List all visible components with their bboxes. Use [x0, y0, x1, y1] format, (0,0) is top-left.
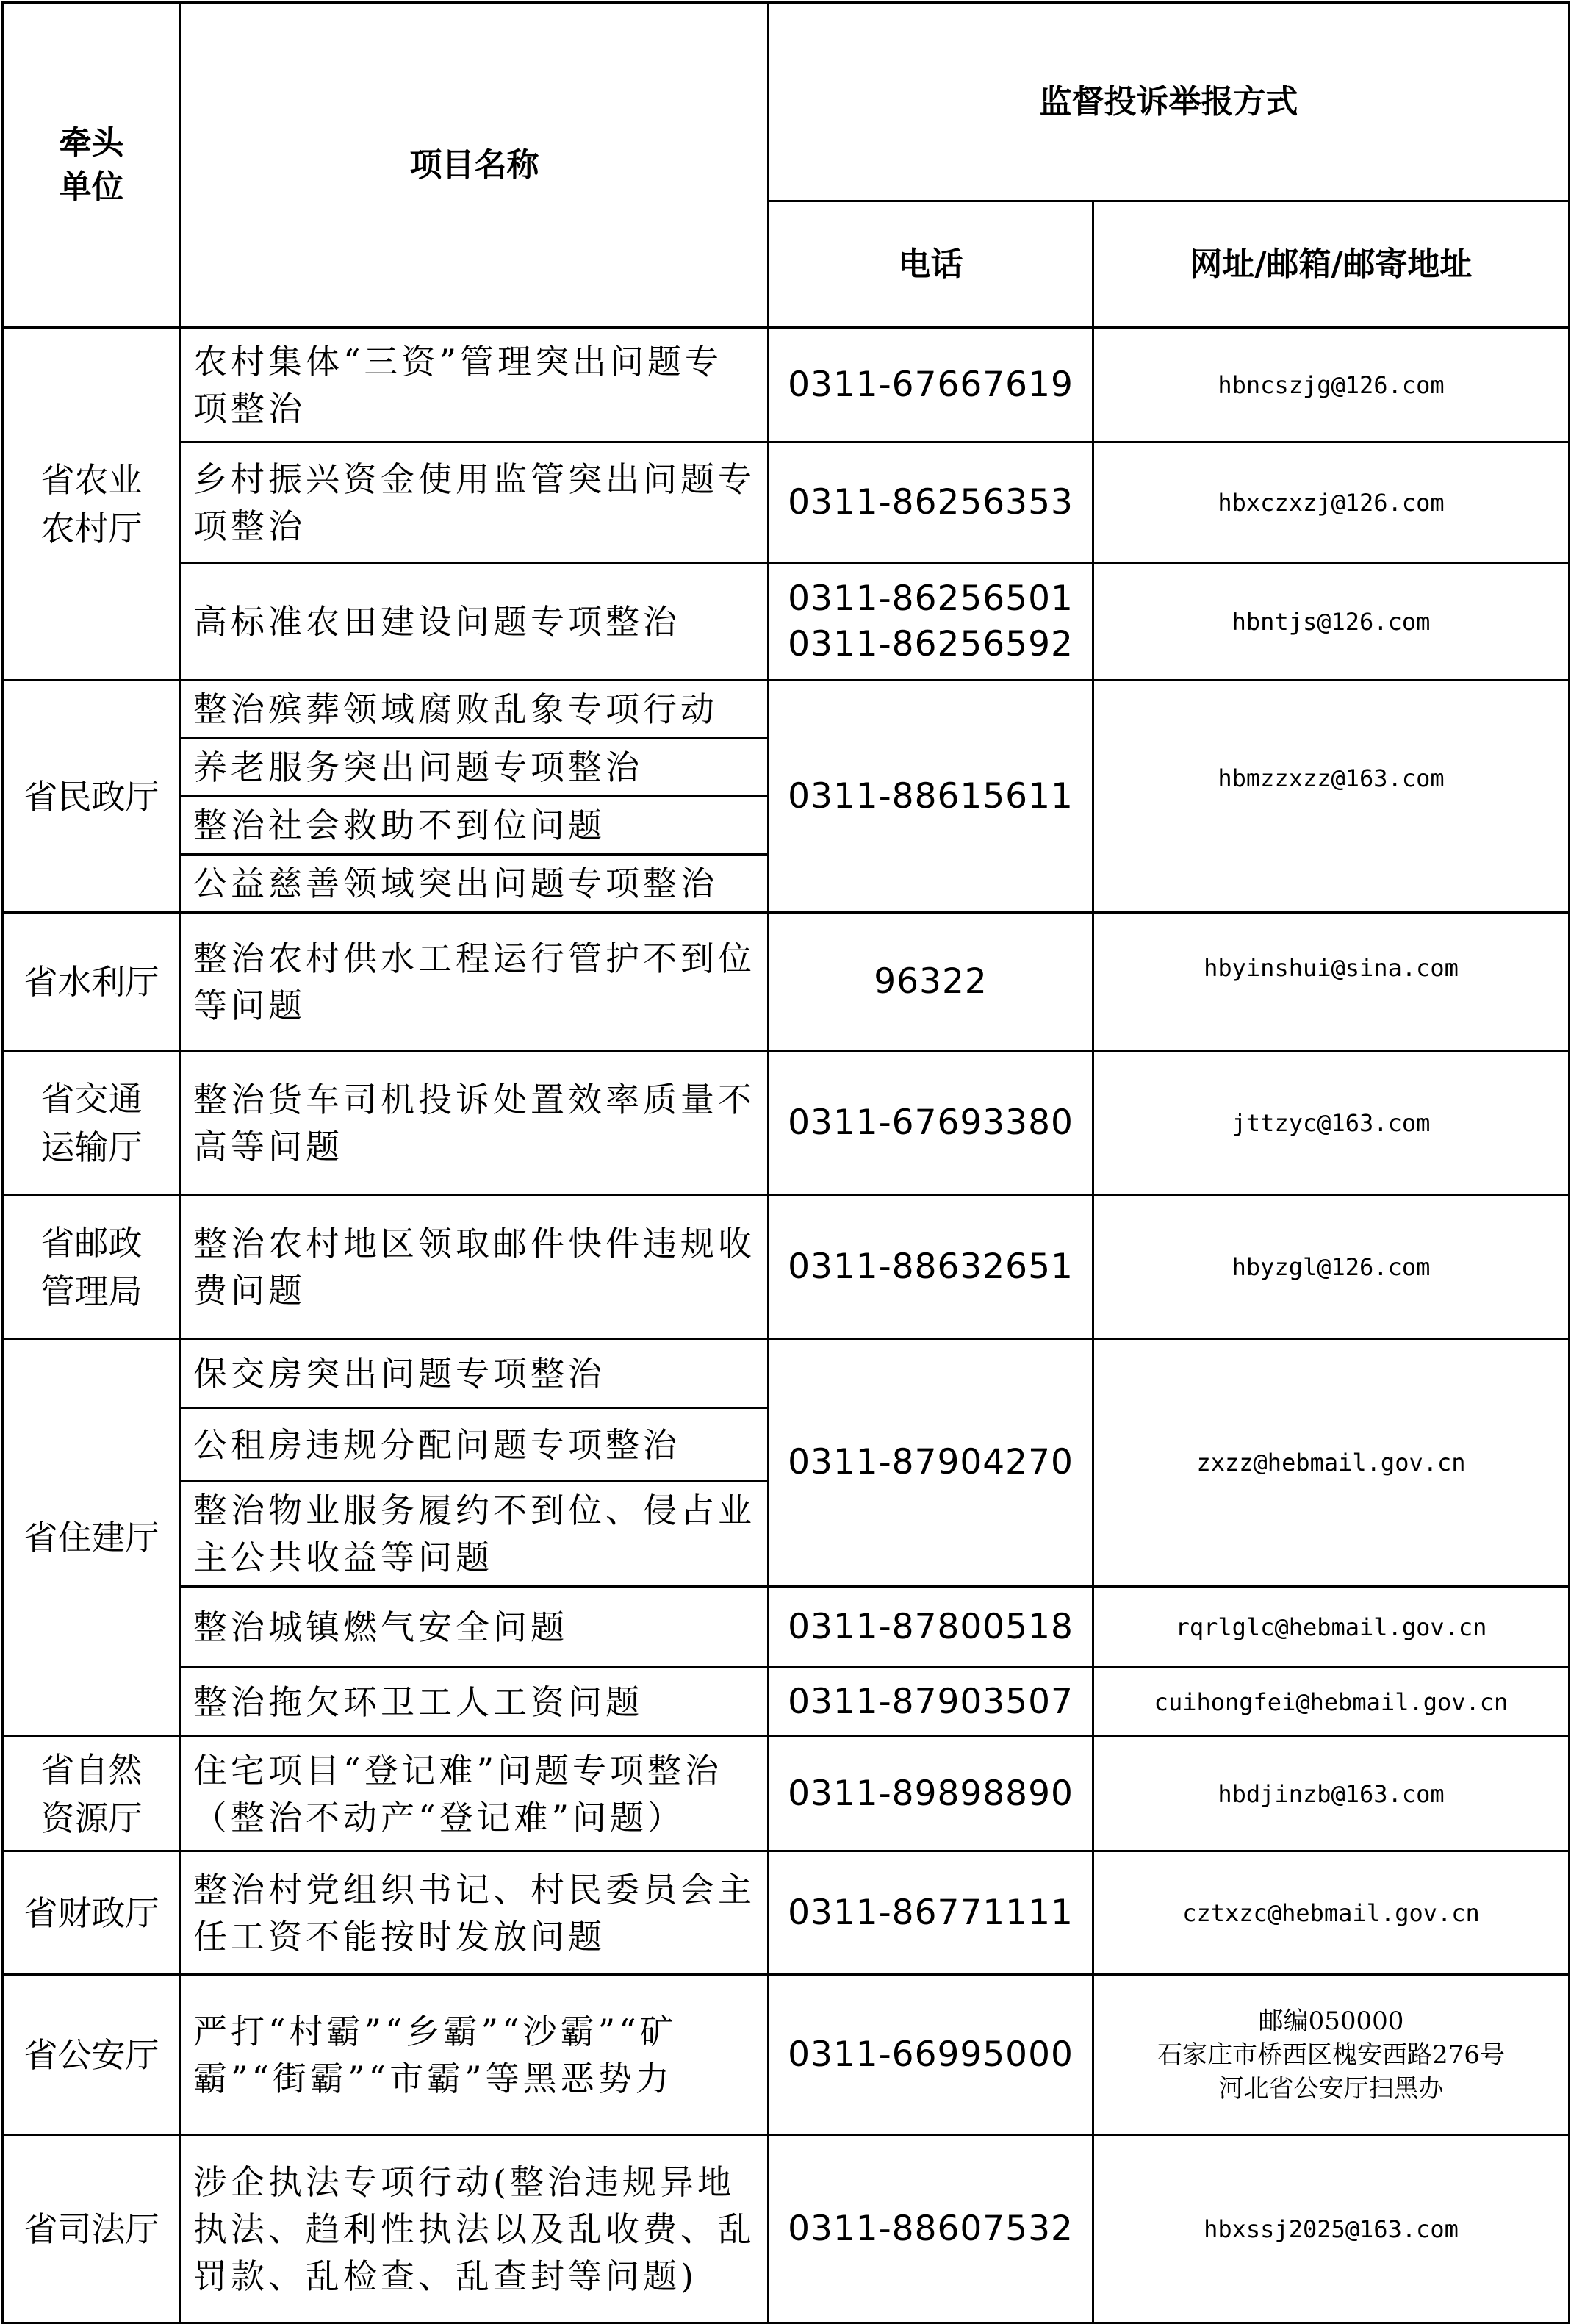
project-cell: 整治农村地区领取邮件快件违规收费问题 [181, 1195, 769, 1339]
recipient-office: 河北省公安厅扫黑办 [1218, 2073, 1444, 2104]
project-cell: 涉企执法专项行动(整治违规异地执法、趋利性执法以及乱收费、乱罚款、乱检查、乱查封等问题) [181, 2135, 769, 2323]
email-cell: hbntjs@126.com [1093, 563, 1570, 681]
project-cell: 整治物业服务履约不到位、侵占业主公共收益等问题 [181, 1482, 769, 1587]
project-cell: 保交房突出问题专项整治 [181, 1339, 769, 1408]
table-row [3, 1195, 1570, 1339]
project-cell: 农村集体“三资”管理突出问题专项整治 [181, 328, 769, 442]
table-row [3, 913, 1570, 1051]
email-cell: jttzyc@163.com [1093, 1051, 1570, 1195]
mail-address-cell [1093, 1975, 1570, 2135]
unit-cell: 省住建厅 [3, 1339, 181, 1737]
unit-cell: 省民政厅 [3, 681, 181, 913]
phone-cell: 0311-88632651 [769, 1195, 1093, 1339]
phone-cell: 96322 [769, 913, 1093, 1051]
email-cell: hbncszjg@126.com [1093, 328, 1570, 442]
phone-cell: 0311-89898890 [769, 1737, 1093, 1851]
email-cell: hbxssj2025@163.com [1093, 2135, 1570, 2323]
project-cell: 整治村党组织书记、村民委员会主任工资不能按时发放问题 [181, 1851, 769, 1975]
email-cell: hbyzgl@126.com [1093, 1195, 1570, 1339]
phone-cell: 0311-87903507 [769, 1668, 1093, 1737]
email-cell: hbmzzxzz@163.com [1093, 681, 1570, 913]
table-row [3, 1587, 1570, 1668]
unit-cell: 省农业 农村厅 [3, 328, 181, 681]
email-cell: cztxzc@hebmail.gov.cn [1093, 1851, 1570, 1975]
project-cell: 严打“村霸”“乡霸”“沙霸”“矿霸”“街霸”“市霸”等黑恶势力 [181, 1975, 769, 2135]
header-project: 项目名称 [181, 3, 769, 328]
unit-cell: 省交通 运输厅 [3, 1051, 181, 1195]
phone-cell: 0311-87904270 [769, 1339, 1093, 1587]
unit-cell: 省公安厅 [3, 1975, 181, 2135]
phone-cell: 0311-86256353 [769, 442, 1093, 563]
project-cell: 高标准农田建设问题专项整治 [181, 563, 769, 681]
header-unit: 牵头 单位 [3, 3, 181, 328]
phone-cell: 0311-88607532 [769, 2135, 1093, 2323]
unit-cell: 省水利厅 [3, 913, 181, 1051]
street-address: 石家庄市桥西区槐安西路276号 [1157, 2040, 1505, 2070]
project-cell: 整治农村供水工程运行管护不到位等问题 [181, 913, 769, 1051]
email-cell: hbyinshui@sina.com [1093, 913, 1570, 1051]
phone-cell: 0311-67693380 [769, 1051, 1093, 1195]
project-cell: 公租房违规分配问题专项整治 [181, 1408, 769, 1482]
unit-cell: 省邮政 管理局 [3, 1195, 181, 1339]
project-cell: 整治殡葬领域腐败乱象专项行动 [181, 681, 769, 739]
header-row [3, 3, 1570, 201]
phone-cell: 0311-86771111 [769, 1851, 1093, 1975]
header-web: 网址/邮箱/邮寄地址 [1093, 201, 1570, 328]
project-cell: 住宅项目“登记难”问题专项整治（整治不动产“登记难”问题） [181, 1737, 769, 1851]
phone-cell: 0311-87800518 [769, 1587, 1093, 1668]
postal-code: 邮编050000 [1258, 2006, 1404, 2036]
unit-cell: 省财政厅 [3, 1851, 181, 1975]
email-cell: hbxczxzj@126.com [1093, 442, 1570, 563]
email-cell: zxzz@hebmail.gov.cn [1093, 1339, 1570, 1587]
table-row [3, 442, 1570, 563]
email-cell: hbdjinzb@163.com [1093, 1737, 1570, 1851]
project-cell: 公益慈善领域突出问题专项整治 [181, 855, 769, 913]
project-cell: 整治城镇燃气安全问题 [181, 1587, 769, 1668]
table-row [3, 328, 1570, 442]
phone-cell: 0311-88615611 [769, 681, 1093, 913]
table-row [3, 1668, 1570, 1737]
table-row [3, 1975, 1570, 2135]
unit-cell: 省自然 资源厅 [3, 1737, 181, 1851]
phone-cell: 0311-86256501 0311-86256592 [769, 563, 1093, 681]
unit-cell: 省司法厅 [3, 2135, 181, 2323]
email-cell: rqrlglc@hebmail.gov.cn [1093, 1587, 1570, 1668]
project-cell: 整治货车司机投诉处置效率质量不高等问题 [181, 1051, 769, 1195]
table-row [3, 1737, 1570, 1851]
project-cell: 整治拖欠环卫工人工资问题 [181, 1668, 769, 1737]
email-cell: cuihongfei@hebmail.gov.cn [1093, 1668, 1570, 1737]
project-cell: 乡村振兴资金使用监管突出问题专项整治 [181, 442, 769, 563]
supervision-complaint-table [1, 1, 1570, 2324]
project-cell: 养老服务突出问题专项整治 [181, 739, 769, 797]
table-row [3, 1339, 1570, 1408]
header-phone: 电话 [769, 201, 1093, 328]
phone-cell: 0311-67667619 [769, 328, 1093, 442]
table-row [3, 1851, 1570, 1975]
project-cell: 整治社会救助不到位问题 [181, 797, 769, 855]
table-row [3, 1051, 1570, 1195]
phone-cell: 0311-66995000 [769, 1975, 1093, 2135]
header-methods: 监督投诉举报方式 [769, 3, 1570, 201]
table-row [3, 681, 1570, 739]
table-row [3, 563, 1570, 681]
table-row [3, 2135, 1570, 2323]
